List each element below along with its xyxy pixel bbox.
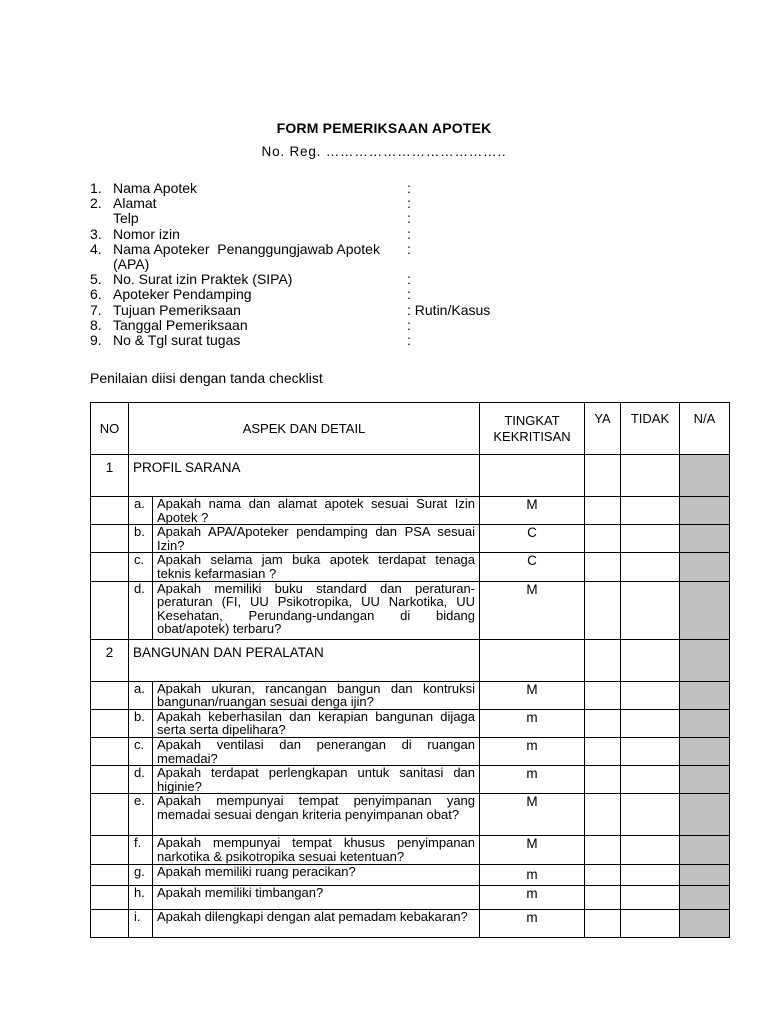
ya-cell[interactable] [585, 639, 621, 681]
section-row [91, 639, 730, 681]
na-cell [680, 737, 730, 765]
ya-cell[interactable] [585, 737, 621, 765]
ya-cell[interactable] [585, 864, 621, 885]
ya-cell[interactable] [585, 681, 621, 709]
table-row [91, 737, 730, 765]
table-row [91, 681, 730, 709]
header-tingkat-kekritisan: TINGKAT KEKRITISAN [480, 403, 585, 455]
item-level: m [480, 766, 585, 794]
na-cell [680, 497, 730, 525]
item-letter: h. [129, 885, 153, 909]
section-number: 2 [91, 639, 129, 681]
item-question: Apakah APA/Apoteker pendamping dan PSA sesuai Izin? [153, 525, 480, 553]
na-cell [680, 681, 730, 709]
field-value: : [407, 210, 411, 227]
na-cell [680, 909, 730, 937]
item-question: Apakah mempunyai tempat khusus penyimpanan narkotika & psikotropika sesuai ketentuan? [153, 836, 480, 864]
section-number: 1 [91, 455, 129, 497]
table-row [91, 864, 730, 885]
item-level: C [480, 553, 585, 581]
checklist-table [90, 402, 730, 938]
item-question: Apakah ventilasi dan penerangan di ruangan memadai? [153, 737, 480, 765]
field-number: 3. [90, 225, 102, 242]
tidak-cell[interactable] [621, 766, 680, 794]
item-letter: a. [129, 497, 153, 525]
field-apa [90, 257, 550, 272]
item-letter: g. [129, 864, 153, 885]
table-row [91, 709, 730, 737]
item-question: Apakah memiliki timbangan? [153, 885, 480, 909]
header-aspek: ASPEK DAN DETAIL [129, 403, 480, 455]
item-level: M [480, 794, 585, 836]
field-label: Nomor izin [113, 225, 180, 242]
field-telp [90, 211, 550, 226]
item-question: Apakah memiliki ruang peracikan? [153, 864, 480, 885]
form-title: FORM PEMERIKSAAN APOTEK [276, 120, 492, 136]
field-number [90, 211, 113, 226]
ya-cell[interactable] [585, 455, 621, 497]
na-cell [680, 639, 730, 681]
tidak-cell[interactable] [621, 794, 680, 836]
item-question: Apakah dilengkapi dengan alat pemadam kebakaran? [153, 909, 480, 937]
item-letter: c. [129, 737, 153, 765]
na-cell [680, 553, 730, 581]
tidak-cell[interactable] [621, 525, 680, 553]
field-number: 1. [90, 180, 102, 196]
tidak-cell[interactable] [621, 681, 680, 709]
table-row [91, 909, 730, 937]
tidak-cell[interactable] [621, 885, 680, 909]
table-header-row [91, 403, 730, 455]
field-label: Tanggal Pemeriksaan [113, 316, 248, 333]
field-value: : [407, 240, 411, 257]
ya-cell[interactable] [585, 581, 621, 639]
header-no: NO [91, 403, 129, 455]
field-label: Alamat [113, 195, 157, 212]
field-nomor-izin [90, 227, 550, 242]
section-row [91, 455, 730, 497]
item-level: M [480, 581, 585, 639]
field-label: No & Tgl surat tugas [113, 332, 241, 349]
field-label: (APA) [113, 256, 150, 273]
table-row [91, 497, 730, 525]
field-value: : [407, 180, 411, 196]
na-cell [680, 885, 730, 909]
tidak-cell[interactable] [621, 553, 680, 581]
item-question: Apakah ukuran, rancangan bangun dan kontruksi bangunan/ruangan sesuai denga ijin? [153, 681, 480, 709]
tidak-cell[interactable] [621, 864, 680, 885]
section-title: BANGUNAN DAN PERALATAN [129, 639, 480, 681]
section-title: PROFIL SARANA [129, 455, 480, 497]
table-row [91, 766, 730, 794]
item-level: C [480, 525, 585, 553]
tidak-cell[interactable] [621, 737, 680, 765]
ya-cell[interactable] [585, 525, 621, 553]
item-letter: e. [129, 794, 153, 836]
field-number: 2. [90, 195, 102, 212]
ya-cell[interactable] [585, 836, 621, 864]
field-label: Tujuan Pemeriksaan [113, 301, 241, 318]
field-label: No. Surat izin Praktek (SIPA) [113, 271, 293, 288]
identity-fields [90, 181, 550, 348]
na-cell [680, 766, 730, 794]
ya-cell[interactable] [585, 709, 621, 737]
item-level: m [480, 737, 585, 765]
field-label: Telp [113, 210, 139, 227]
ya-cell[interactable] [585, 909, 621, 937]
ya-cell[interactable] [585, 766, 621, 794]
item-question: Apakah keberhasilan dan kerapian bangunan dijaga serta serta dipelihara? [153, 709, 480, 737]
item-level: m [480, 864, 585, 885]
field-sipa [90, 272, 550, 287]
na-cell [680, 455, 730, 497]
tidak-cell[interactable] [621, 709, 680, 737]
field-value: : [407, 195, 411, 212]
na-cell [680, 709, 730, 737]
item-letter: d. [129, 581, 153, 639]
na-cell [680, 836, 730, 864]
item-level: m [480, 885, 585, 909]
field-number [90, 257, 113, 272]
table-row [91, 553, 730, 581]
header-tidak: TIDAK [621, 403, 680, 455]
field-number: 4. [90, 240, 102, 257]
field-value: : Rutin/Kasus [407, 301, 491, 318]
item-question: Apakah mempunyai tempat penyimpanan yang memadai sesuai dengan kriteria penyimpanan obat? [153, 794, 480, 836]
item-letter: c. [129, 553, 153, 581]
ya-cell[interactable] [585, 497, 621, 525]
tingkat-cell [480, 455, 585, 497]
tingkat-cell [480, 639, 585, 681]
field-value: : [407, 332, 411, 349]
na-cell [680, 525, 730, 553]
field-label: Apoteker Pendamping [113, 286, 252, 303]
instruction-text: Penilaian diisi dengan tanda checklist [90, 370, 323, 386]
na-cell [680, 794, 730, 836]
item-level: m [480, 909, 585, 937]
tidak-cell[interactable] [621, 639, 680, 681]
ya-cell[interactable] [585, 553, 621, 581]
tidak-cell[interactable] [621, 836, 680, 864]
field-number: 8. [90, 316, 102, 333]
field-number: 7. [90, 301, 102, 318]
registration-number: No. Reg. ……………………………….. [261, 144, 507, 159]
item-level: M [480, 497, 585, 525]
item-level: M [480, 836, 585, 864]
table-row [91, 525, 730, 553]
tidak-cell[interactable] [621, 497, 680, 525]
field-label: Nama Apoteker Penanggungjawab Apotek [113, 240, 380, 257]
field-apoteker-pendamping [90, 287, 550, 302]
item-level: m [480, 709, 585, 737]
tidak-cell[interactable] [621, 909, 680, 937]
field-number: 5. [90, 271, 102, 288]
item-letter: b. [129, 709, 153, 737]
tidak-cell[interactable] [621, 581, 680, 639]
field-number: 6. [90, 286, 102, 303]
field-nama-apotek [90, 181, 550, 196]
item-question: Apakah nama dan alamat apotek sesuai Surat Izin Apotek ? [153, 497, 480, 525]
tidak-cell[interactable] [621, 455, 680, 497]
item-letter: b. [129, 525, 153, 553]
field-surat-tugas [90, 333, 550, 348]
item-letter: d. [129, 766, 153, 794]
field-value: : [407, 316, 411, 333]
field-nama-apoteker [90, 242, 550, 257]
header-ya: YA [585, 403, 621, 455]
na-cell [680, 581, 730, 639]
field-tujuan-pemeriksaan [90, 303, 550, 318]
item-letter: f. [129, 836, 153, 864]
ya-cell[interactable] [585, 794, 621, 836]
ya-cell[interactable] [585, 885, 621, 909]
field-label: Nama Apotek [113, 180, 198, 196]
field-value: : [407, 271, 411, 288]
field-number: 9. [90, 332, 102, 349]
field-value: : [407, 286, 411, 303]
item-letter: i. [129, 909, 153, 937]
header-na: N/A [680, 403, 730, 455]
field-alamat [90, 196, 550, 211]
table-row [91, 885, 730, 909]
item-question: Apakah selama jam buka apotek terdapat tenaga teknis kefarmasian ? [153, 553, 480, 581]
item-question: Apakah terdapat perlengkapan untuk sanitasi dan higinie? [153, 766, 480, 794]
na-cell [680, 864, 730, 885]
field-value: : [407, 225, 411, 242]
table-row [91, 794, 730, 836]
item-letter: a. [129, 681, 153, 709]
item-level: M [480, 681, 585, 709]
field-tanggal-pemeriksaan [90, 318, 550, 333]
item-question: Apakah memiliki buku standard dan peraturan-peraturan (FI, UU Psikotropika, UU Narkotika, UU Kesehatan, Perundang-undangan di bidang obat/apotek) terbaru? [153, 581, 480, 639]
table-row [91, 836, 730, 864]
table-row [91, 581, 730, 639]
